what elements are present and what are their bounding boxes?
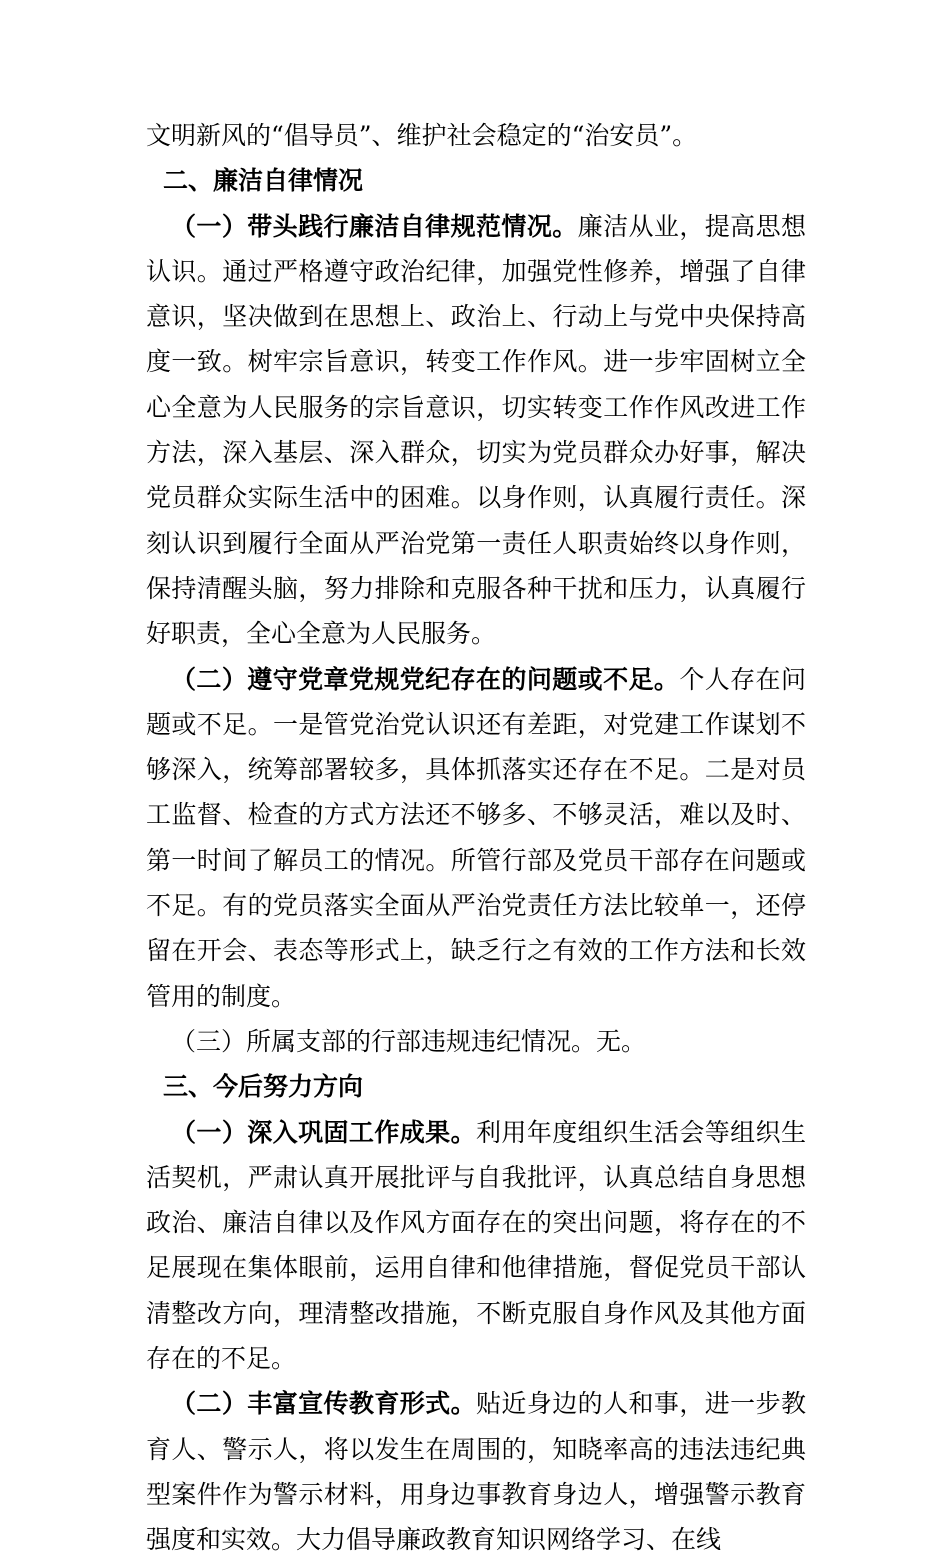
section3-paragraph-2-lead: （二）丰富宣传教育形式。 (171, 1389, 476, 1419)
section3-paragraph-1-lead: （一）深入巩固工作成果。 (171, 1117, 476, 1147)
section3-heading: 三、今后努力方向 (163, 1072, 364, 1102)
document-page (146, 113, 806, 1563)
section3-paragraph-1 (146, 1110, 806, 1382)
intro-line: 文明新风的“倡导员”、维护社会稳定的“治安员”。 (146, 121, 698, 150)
section2-paragraph-1-body: 廉洁从业，提高思想认识。通过严格遵守政治纪律，加强党性修养，增强了自律意识，坚决做到在思想上、政治上、行动上与党中央保持高度一致。树牢宗旨意识，转变工作作风。进一步牢固树立全心全意为人民服务的宗旨意识，切实转变工作作风改进工作方法，深入基层、深入群众，切实为党员群众办好事，解决党员群众实际生活中的困难。以身作则，认真履行责任。深刻认识到履行全面从严治党第一责任人职责始终以身作则，保持清醒头脑，努力排除和克服各种干扰和压力，认真履行好职责，全心全意为人民服务。 (146, 211, 806, 649)
section2-paragraph-1 (146, 204, 806, 657)
section3-paragraph-2 (146, 1381, 806, 1562)
section2-paragraph-2-lead: （二）遵守党章党规党纪存在的问题或不足。 (171, 664, 680, 694)
section3-paragraph-1-body: 利用年度组织生活会等组织生活契机，严肃认真开展批评与自我批评，认真总结自身思想政治、廉洁自律以及作风方面存在的突出问题，将存在的不足展现在集体眼前，运用自律和他律措施，督促党员干部认清整改方向，理清整改措施，不断克服自身作风及其他方面存在的不足。 (146, 1117, 806, 1374)
section3-paragraph-2-body: 贴近身边的人和事，进一步教育人、警示人，将以发生在周围的，知晓率高的违法违纪典型案件作为警示材料，用身边事教育身边人，增强警示教育强度和实效。大力倡导廉政教育知识网络学习、在线 (146, 1389, 806, 1555)
section2-paragraph-2-body: 个人存在问题或不足。一是管党治党认识还有差距，对党建工作谋划不够深入，统筹部署较多，具体抓落实还存在不足。二是对员工监督、检查的方式方法还不够多、不够灵活，难以及时、第一时间了解员工的情况。所管行部及党员干部存在问题或不足。有的党员落实全面从严治党责任方法比较单一，还停留在开会、表态等形式上，缺乏行之有效的工作方法和长效管用的制度。 (146, 664, 806, 1011)
section2-paragraph-1-lead: （一）带头践行廉洁自律规范情况。 (171, 211, 578, 241)
section2-heading: 二、廉洁自律情况 (163, 166, 364, 196)
section2-paragraph-3: （三）所属支部的行部违规违纪情况。无。 (171, 1026, 647, 1056)
section2-paragraph-2 (146, 657, 806, 1019)
